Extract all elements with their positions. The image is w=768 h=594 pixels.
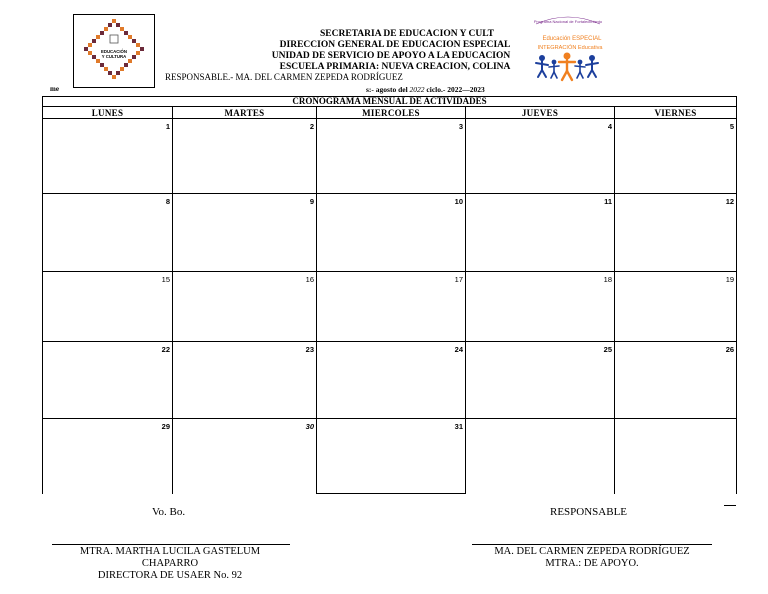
responsable-label: RESPONSABLE xyxy=(550,506,628,518)
calendar-week-2 xyxy=(43,194,737,272)
day-number: 8 xyxy=(165,197,170,206)
weekday-header-jueves: JUEVES xyxy=(466,107,615,119)
day-cell[interactable] xyxy=(43,272,173,342)
day-number: 15 xyxy=(161,275,170,284)
vobo-label: Vo. Bo. xyxy=(152,506,186,518)
day-number: 22 xyxy=(161,345,170,354)
day-cell[interactable] xyxy=(615,119,737,194)
logo2-especial-text: Educación ESPECIAL xyxy=(542,36,602,42)
monthly-calendar xyxy=(42,96,737,494)
day-number: 11 xyxy=(604,197,612,206)
calendar-edge-mark xyxy=(724,505,736,506)
day-number: 2 xyxy=(309,122,314,131)
day-number: 25 xyxy=(603,345,612,354)
header-escuela: ESCUELA PRIMARIA: NUEVA CREACIÓN, COLINA xyxy=(279,62,511,72)
header-secretaria: SECRETARÍA DE EDUCACIÓN Y CULT xyxy=(319,29,495,39)
day-cell[interactable] xyxy=(317,119,466,194)
day-number: 1 xyxy=(165,122,170,131)
day-cell[interactable] xyxy=(43,119,173,194)
month-prefix: s:- agosto del xyxy=(366,85,408,94)
calendar-week-3 xyxy=(43,272,737,342)
secretaria-logo-graphic xyxy=(76,17,152,85)
header-responsable: RESPONSABLE.- MA. DEL CARMEN ZEPEDA RODRÍGUEZ xyxy=(165,72,403,82)
educacion-especial-logo xyxy=(528,14,610,84)
day-number: 10 xyxy=(454,197,463,206)
logo2-program-text: Programa Nacional de Fortalecimiento xyxy=(533,19,603,24)
day-cell[interactable] xyxy=(173,272,317,342)
day-number: 31 xyxy=(454,422,463,431)
day-cell[interactable] xyxy=(173,342,317,419)
signature-block-right xyxy=(462,546,722,570)
cycle-text: ciclo.- 2022—2023 xyxy=(426,85,485,94)
day-number: 12 xyxy=(725,197,735,206)
signature-line-right xyxy=(472,544,712,545)
weekday-header-martes: MARTES xyxy=(173,107,317,119)
weekday-header-miercoles: MIERCOLES xyxy=(317,107,466,119)
day-cell[interactable] xyxy=(466,342,615,419)
left-signer-role: DIRECTORA DE USAER No. 92 xyxy=(97,570,243,581)
day-cell[interactable] xyxy=(317,194,466,272)
signature-block-left xyxy=(40,546,300,582)
day-cell[interactable] xyxy=(466,194,615,272)
calendar-week-1 xyxy=(43,119,737,194)
day-cell[interactable] xyxy=(43,419,173,494)
day-number: 4 xyxy=(607,122,612,131)
weekday-header-viernes: VIERNES xyxy=(615,107,737,119)
header-unidad: UNIDAD DE SERVICIO DE APOYO A LA EDUCACIÓN xyxy=(271,51,511,61)
day-number: 26 xyxy=(725,345,735,354)
day-number: 23 xyxy=(305,345,314,354)
children-figures-icon xyxy=(536,53,598,81)
day-cell[interactable] xyxy=(615,194,737,272)
day-number xyxy=(615,419,736,422)
day-cell[interactable] xyxy=(466,419,615,494)
day-number xyxy=(466,419,614,422)
day-cell[interactable] xyxy=(173,419,317,494)
left-signer-name-2: CHAPARRO xyxy=(141,558,199,569)
day-cell[interactable] xyxy=(317,419,466,494)
month-year: 2022 xyxy=(409,85,425,94)
logo2-integracion-text: INTEGRACIÓN Educativa xyxy=(537,45,603,51)
day-number: 29 xyxy=(161,422,170,431)
day-cell[interactable] xyxy=(173,119,317,194)
logo-text-line-2: Y CULTURA xyxy=(101,54,127,59)
calendar-week-4 xyxy=(43,342,737,419)
right-signer-name: MA. DEL CARMEN ZEPEDA RODRÍGUEZ xyxy=(494,546,690,557)
day-number: 5 xyxy=(729,122,735,131)
calendar-week-5 xyxy=(43,419,737,494)
day-number: 30 xyxy=(305,422,314,431)
day-number: 9 xyxy=(309,197,314,206)
day-cell[interactable] xyxy=(43,342,173,419)
header-month-fragment: me xyxy=(50,85,59,93)
day-number: 18 xyxy=(603,275,612,284)
day-number: 17 xyxy=(454,275,463,284)
header-direccion: DIRECCIÓN GENERAL DE EDUCACIÓN ESPECIAL xyxy=(279,40,511,50)
day-number: 24 xyxy=(454,345,463,354)
secretaria-logo xyxy=(73,14,155,88)
weekday-header-lunes: LUNES xyxy=(43,107,173,119)
day-cell[interactable] xyxy=(43,194,173,272)
day-cell[interactable] xyxy=(466,119,615,194)
left-signer-name-1: MTRA. MARTHA LUCILA GASTELUM xyxy=(79,546,261,557)
signature-line-left xyxy=(52,544,290,545)
day-cell[interactable] xyxy=(615,419,737,494)
day-number: 16 xyxy=(305,275,314,284)
logo-text-line-1: EDUCACIÓN xyxy=(100,49,128,54)
day-cell[interactable] xyxy=(173,194,317,272)
day-cell[interactable] xyxy=(317,342,466,419)
day-cell[interactable] xyxy=(615,272,737,342)
day-cell[interactable] xyxy=(466,272,615,342)
day-number: 19 xyxy=(725,275,735,284)
day-number: 3 xyxy=(458,122,463,131)
day-cell[interactable] xyxy=(615,342,737,419)
right-signer-role: MTRA.: DE APOYO. xyxy=(545,558,639,569)
calendar-title: CRONOGRAMA MENSUAL DE ACTIVIDADES xyxy=(43,97,737,107)
header-month-cycle xyxy=(366,85,485,94)
educacion-especial-logo-graphic xyxy=(528,14,610,84)
crest-icon xyxy=(110,35,118,43)
day-cell[interactable] xyxy=(317,272,466,342)
